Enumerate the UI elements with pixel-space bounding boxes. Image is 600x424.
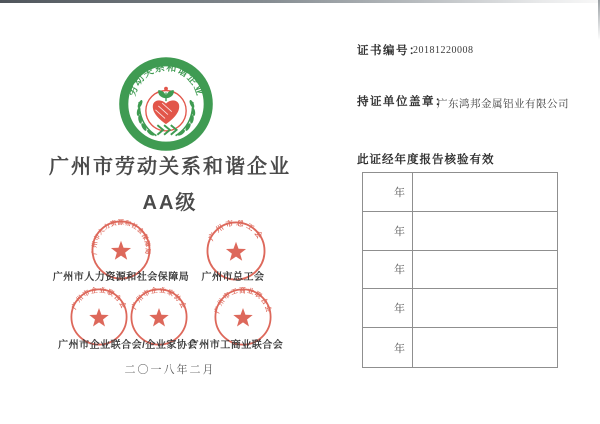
table-year-cell: 年 [363, 173, 413, 212]
star-icon [89, 308, 108, 326]
holder-seal-label: 持证单位盖章： [357, 96, 448, 108]
holder-company-name: 广东鸿邦金属铝业有限公司 [437, 99, 569, 110]
seal-arc-text: 广州市企业联合会 [71, 287, 127, 311]
table-blank-cell [413, 328, 557, 367]
table-blank-cell [413, 289, 557, 328]
table-year-cell: 年 [363, 289, 413, 328]
certificate-grade: AA级 [142, 192, 198, 214]
seal-arc-text: 广州市工商业联合会 [213, 287, 273, 315]
star-icon [226, 242, 246, 261]
seal-caption-enterprise-federation: 广州市企业联合会/企业家协会 [58, 340, 198, 351]
seal-caption-industry-commerce: 广州市工商业联合会 [188, 340, 284, 351]
table-year-cell: 年 [363, 212, 413, 251]
svg-text:广州市企业家协会 [129, 287, 189, 311]
table-blank-cell [413, 173, 557, 212]
table-year-cell: 年 [363, 251, 413, 290]
seal-caption-trade-union: 广州市总工会 [201, 272, 265, 283]
star-icon [233, 308, 252, 326]
table-blank-cell [413, 212, 557, 251]
star-icon [111, 241, 131, 260]
svg-text:广州市企业联合会 [69, 287, 129, 311]
issue-date: 二〇一八年二月 [124, 364, 216, 376]
table-blank-cell [413, 251, 557, 290]
seal-caption-human-resources: 广州市人力资源和社会保障局 [52, 272, 190, 283]
validity-note: 此证经年度报告核验有效 [357, 154, 495, 166]
star-icon [149, 308, 168, 326]
logo-arc-text: 劳动关系和谐企业 [126, 62, 206, 98]
seal-arc-text: 广州市总工会 [206, 220, 266, 243]
seal-arc-text: 广州市人力资源和社会保障局 [91, 219, 151, 256]
certificate-number-value: 20181220008 [413, 45, 474, 56]
heart-hands-icon [153, 100, 179, 124]
scan-edge-artifact [0, 0, 600, 3]
sprout-icon [158, 87, 174, 101]
certificate-title: 广州市劳动关系和谐企业 [49, 156, 291, 178]
harmony-enterprise-logo-icon [118, 56, 214, 152]
seal-arc-text: 广州市企业家协会 [131, 287, 187, 311]
certificate-number-label: 证书编号： [357, 45, 422, 57]
table-year-cell: 年 [363, 328, 413, 367]
annual-verification-table [362, 172, 558, 368]
